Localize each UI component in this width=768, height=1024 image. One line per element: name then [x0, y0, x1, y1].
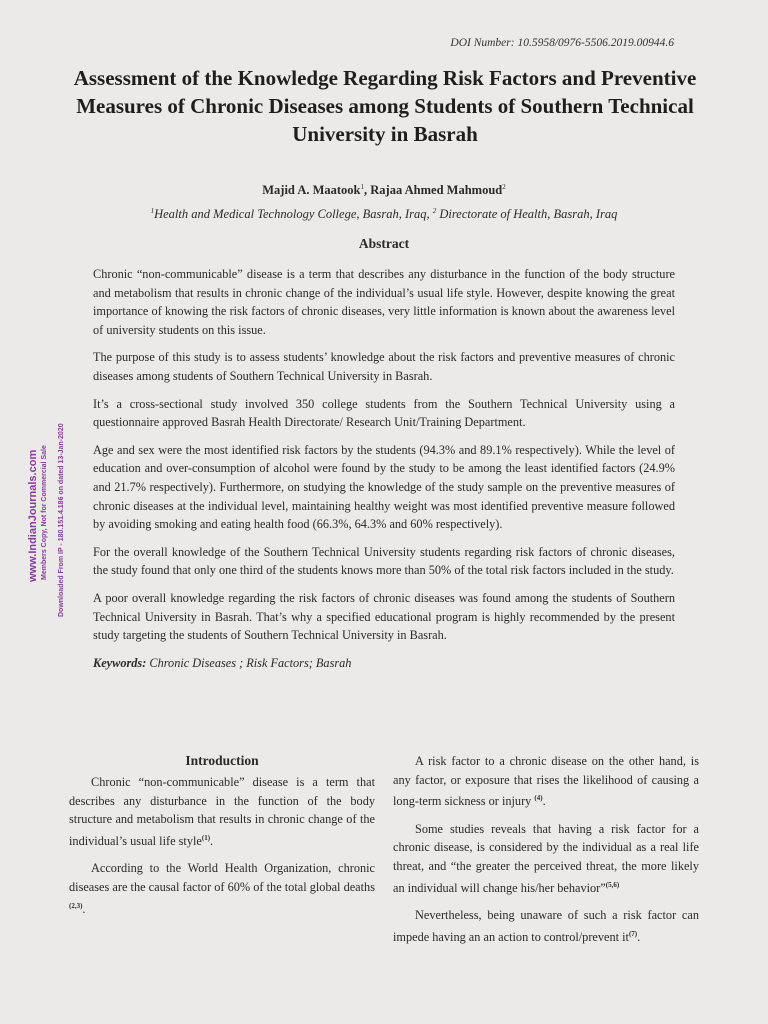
- watermark-members-copy: Members Copy, Not for Commercial Sale: [41, 445, 48, 580]
- doi-number: DOI Number: 10.5958/0976-5506.2019.00944.6: [450, 37, 674, 49]
- abstract-heading: Abstract: [358, 236, 410, 251]
- affiliation-1: Health and Medical Technology College, Basrah, Iraq,: [154, 207, 433, 222]
- author-2: Rajaa Ahmed Mahmoud: [370, 183, 503, 198]
- paper-title: Assessment of the Knowledge Regarding Risk Factors and Preventive Measures of Chronic Diseases among Students of Southern Technical University in Basrah: [73, 66, 697, 146]
- author-line: [0, 183, 768, 198]
- keywords-value: Chronic Diseases ; Risk Factors; Basrah: [146, 655, 352, 670]
- author-2-sup: 2: [502, 183, 506, 191]
- citation-ref: (5,6): [605, 880, 620, 889]
- intro-text-end: .: [637, 930, 641, 945]
- author-1-sup: 1: [360, 183, 365, 191]
- left-column: [69, 752, 375, 927]
- download-watermark: [27, 400, 77, 625]
- affil-sup-1: 1: [150, 207, 155, 215]
- intro-text: A risk factor to a chronic disease on the other hand, is any factor, or exposure that rises the likelihood of causing a long-term sickness or injury: [393, 754, 699, 809]
- intro-paragraph: [69, 859, 375, 918]
- intro-text: Nevertheless, being unaware of such a risk factor can impede having an an action to control/prevent it: [393, 908, 699, 945]
- intro-paragraph: [393, 752, 699, 811]
- abstract-body: [93, 265, 675, 672]
- watermark-site-link[interactable]: www.IndianJournals.com: [27, 449, 39, 582]
- affiliation-2: Directorate of Health, Basrah, Iraq: [436, 207, 618, 222]
- author-separator: ,: [364, 183, 371, 198]
- citation-ref: (7): [628, 929, 638, 938]
- citation-ref: (1): [201, 833, 211, 842]
- intro-text-end: .: [542, 794, 546, 809]
- introduction-heading: Introduction: [185, 753, 259, 768]
- intro-text: According to the World Health Organization, chronic diseases are the causal factor of 60% of the total global deaths: [69, 861, 375, 895]
- abstract-paragraph: The purpose of this study is to assess students’ knowledge about the risk factors and preventive measures of chronic diseases among students of Southern Technical University in Basrah.: [93, 350, 675, 383]
- abstract-paragraph: Age and sex were the most identified risk factors by the students (94.3% and 89.1% respectively). While the level of education and over-consumption of alcohol were found by the study to be among the least identified factors (24.9% and 21.7% respectively). Furthermore, on studying the knowledge of the study sample on the preventive measures of chronic diseases at the individual level, maintaining healthy weight was most identified preventive measure followed by avoiding smoking and eating health food (66.3%, 64.3% and 60% respectively).: [93, 442, 675, 532]
- right-column: [393, 752, 699, 956]
- affiliations: [0, 207, 768, 222]
- affil-sup-2: 2: [432, 207, 437, 215]
- intro-text-end: .: [210, 833, 214, 848]
- intro-paragraph: [69, 773, 375, 850]
- abstract-paragraph: For the overall knowledge of the Southern Technical University students regarding risk factors of chronic diseases, the study found that only one third of the students knows more than 50% of the total risk factors included in the study.: [93, 544, 675, 578]
- author-1: Majid A. Maatook: [262, 183, 361, 198]
- intro-paragraph: [393, 820, 699, 897]
- keywords-label: Keywords:: [93, 655, 147, 670]
- abstract-paragraph: Chronic “non-communicable” disease is a term that describes any disturbance in the function of the body structure and metabolism that results in chronic change of the individual’s usual life style. However, despite knowing the great importance of knowing the risk factors of chronic diseases, very little information is known about the awareness level of university students on this issue.: [93, 267, 675, 337]
- intro-text: Chronic “non-communicable” disease is a term that describes any disturbance in the function of the body structure and metabolism that results in chronic change of the individual’s usual life style: [69, 775, 375, 848]
- intro-paragraph: [393, 906, 699, 946]
- intro-text: Some studies reveals that having a risk factor for a chronic disease, is considered by the individual as a real life threat, and “the greater the perceived threat, the more likely an individual will change his/her behavior”: [393, 821, 699, 895]
- intro-text-end: .: [82, 901, 86, 916]
- abstract-paragraph: A poor overall knowledge regarding the risk factors of chronic diseases was found among the students of Southern Technical University in Basrah. That’s why a specified educational program is highly recommended by the present study targeting the students of Southern Technical University in Basrah.: [93, 590, 675, 643]
- abstract-paragraph: It’s a cross-sectional study involved 350 college students from the Southern Technical University using a questionnaire approved Basrah Health Directorate/ Research Unit/Training Department.: [93, 396, 675, 430]
- citation-ref: (4): [534, 794, 543, 803]
- citation-ref: (2,3): [69, 901, 83, 910]
- watermark-downloaded: Downloaded From IP - 180.151.4.186 on dated 13-Jan-2020: [58, 423, 65, 617]
- keywords-line: [93, 654, 675, 673]
